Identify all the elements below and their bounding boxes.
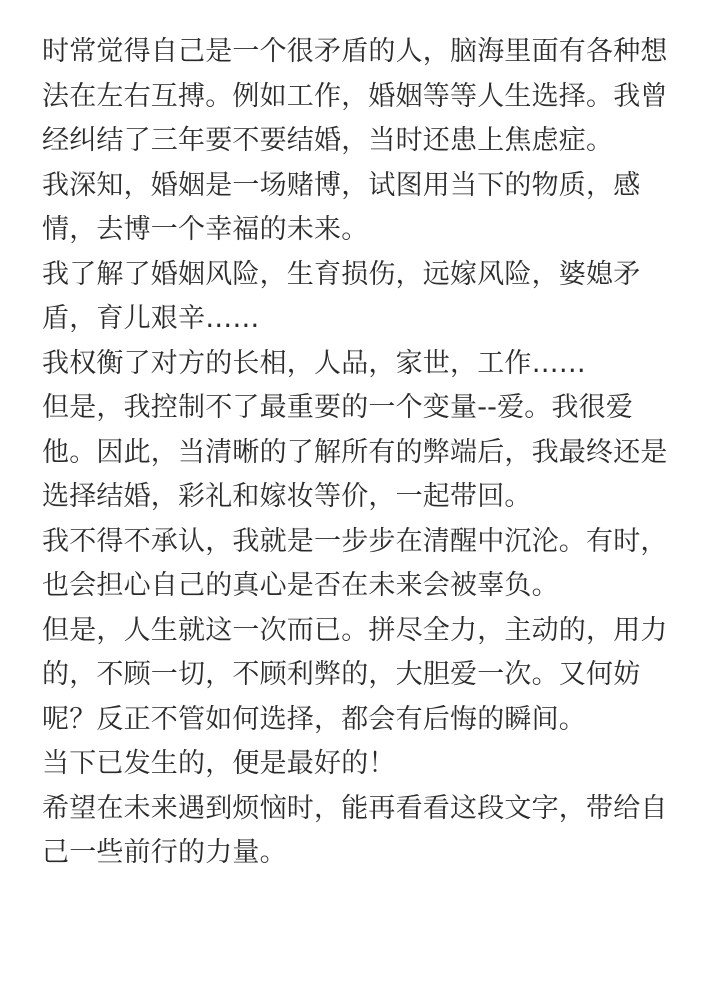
document-text-body [42,30,680,876]
paragraph: 但是，我控制不了最重要的一个变量--爱。我很爱他。因此，当清晰的了解所有的弊端后，我最终还是选择结婚，彩礼和嫁妆等价，一起带回。 [42,392,668,512]
paragraph: 我了解了婚姻风险，生育损伤，远嫁风险，婆媳矛盾，育儿艰辛…… [42,258,641,334]
paragraph: 我权衡了对方的长相，人品，家世，工作…… [42,347,586,379]
paragraph: 但是，人生就这一次而已。拼尽全力，主动的，用力的，不顾一切，不顾利弊的，大胆爱一次。又何妨呢？反正不管如何选择，都会有后悔的瞬间。 [42,614,668,735]
paragraph: 当下已发生的，便是最好的！ [42,748,396,779]
paragraph: 我深知，婚姻是一场赌博，试图用当下的物质，感情，去博一个幸福的未来。 [42,169,641,245]
paragraph: 我不得不承认，我就是一步步在清醒中沉沦。有时，也会担心自己的真心是否在未来会被辜负。 [42,525,668,601]
paragraph: 时常觉得自己是一个很矛盾的人，脑海里面有各种想法在左右互搏。例如工作，婚姻等等人生选择。我曾经纠结了三年要不要结婚，当时还患上焦虑症。 [42,36,668,156]
paragraph: 希望在未来遇到烦恼时，能再看看这段文字，带给自己一些前行的力量。 [42,792,668,868]
